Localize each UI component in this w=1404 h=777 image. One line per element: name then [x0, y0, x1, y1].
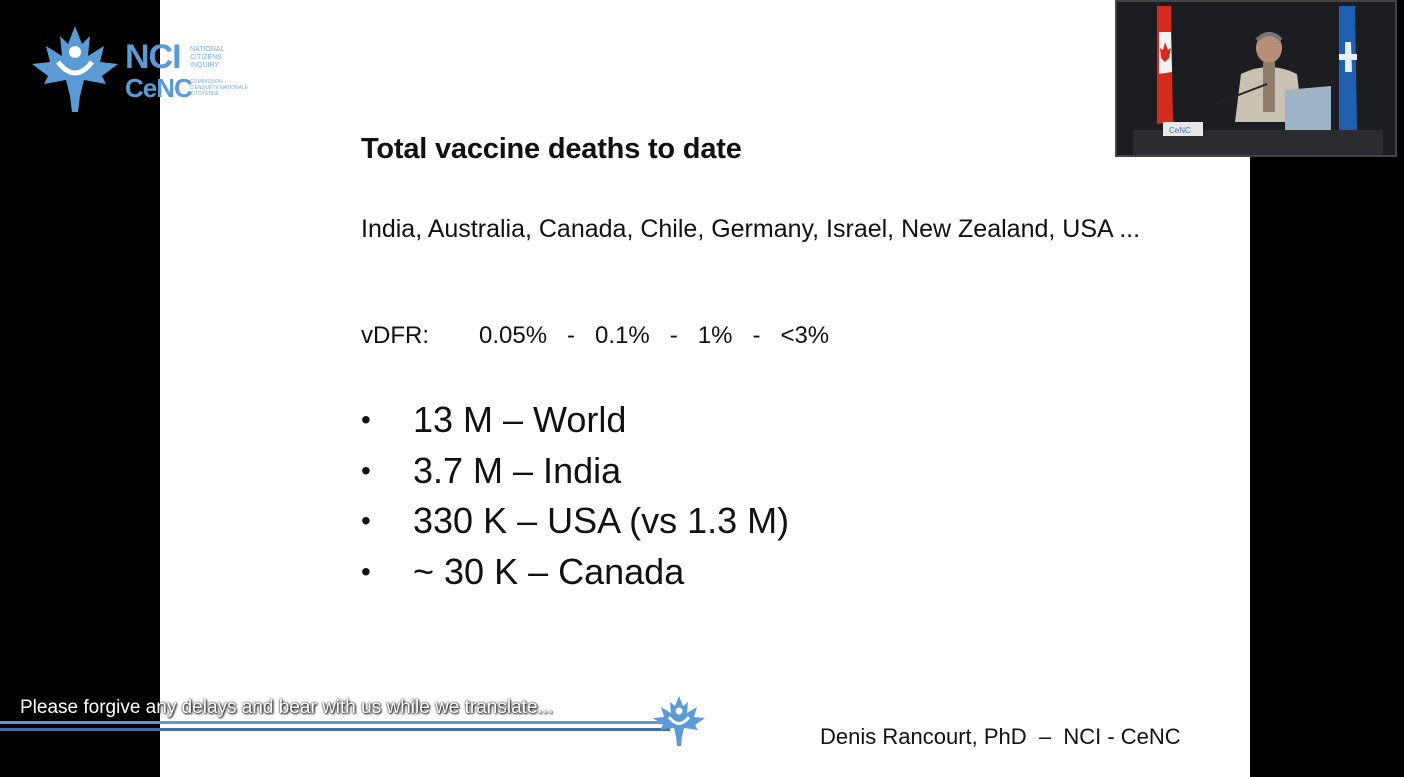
canada-flag-icon	[1157, 6, 1173, 124]
vdfr-label: vDFR:	[361, 322, 429, 349]
bullet-dot: •	[361, 404, 371, 435]
bullet-text: 330 K – USA (vs 1.3 M)	[413, 500, 790, 541]
slide-credit: Denis Rancourt, PhD – NCI - CeNC	[820, 724, 1181, 749]
bullet-item	[361, 395, 789, 446]
slide-title: Total vaccine deaths to date	[361, 133, 742, 165]
ticker-line-light	[0, 721, 670, 724]
bullet-text: 3.7 M – India	[413, 449, 622, 491]
logo-tagline-en: NATIONAL CITIZENS INQUIRY	[190, 46, 225, 69]
bullet-text: 13 M – World	[413, 399, 627, 440]
bullet-item	[361, 446, 789, 497]
logo-cenc-text: CeNC	[125, 73, 192, 103]
nci-cenc-logo	[30, 22, 255, 117]
logo-tagline-fr: COMMISSION D'ENQUÊTE NATIONALE CITOYENNE	[190, 79, 249, 97]
speaker-video-pip	[1115, 0, 1397, 157]
bullet-dot: •	[361, 454, 371, 486]
bullet-item	[361, 496, 789, 547]
maple-leaf-icon	[30, 22, 120, 114]
vdfr-values: 0.05% - 0.1% - 1% - <3%	[479, 322, 830, 349]
bullet-item	[361, 547, 789, 598]
countries-list: India, Australia, Canada, Chile, Germany, Israel, New Zealand, USA ...	[361, 215, 1141, 243]
ticker-message: Please forgive any delays and bear with us while we translate...	[20, 697, 554, 718]
bullet-dot: •	[361, 555, 371, 587]
vdfr-line	[361, 322, 829, 350]
ticker-line-dark	[0, 728, 670, 731]
bullet-dot: •	[361, 505, 371, 536]
desk-sign-text: CeNC	[1169, 126, 1191, 135]
maple-leaf-icon	[652, 694, 706, 748]
bullet-list	[361, 395, 789, 597]
logo-nci-text: NCI	[125, 38, 181, 76]
bullet-text: ~ 30 K – Canada	[413, 550, 685, 592]
speaker-video-frame	[1117, 2, 1395, 155]
quebec-flag-icon	[1339, 6, 1357, 132]
presentation-slide	[160, 0, 1250, 777]
